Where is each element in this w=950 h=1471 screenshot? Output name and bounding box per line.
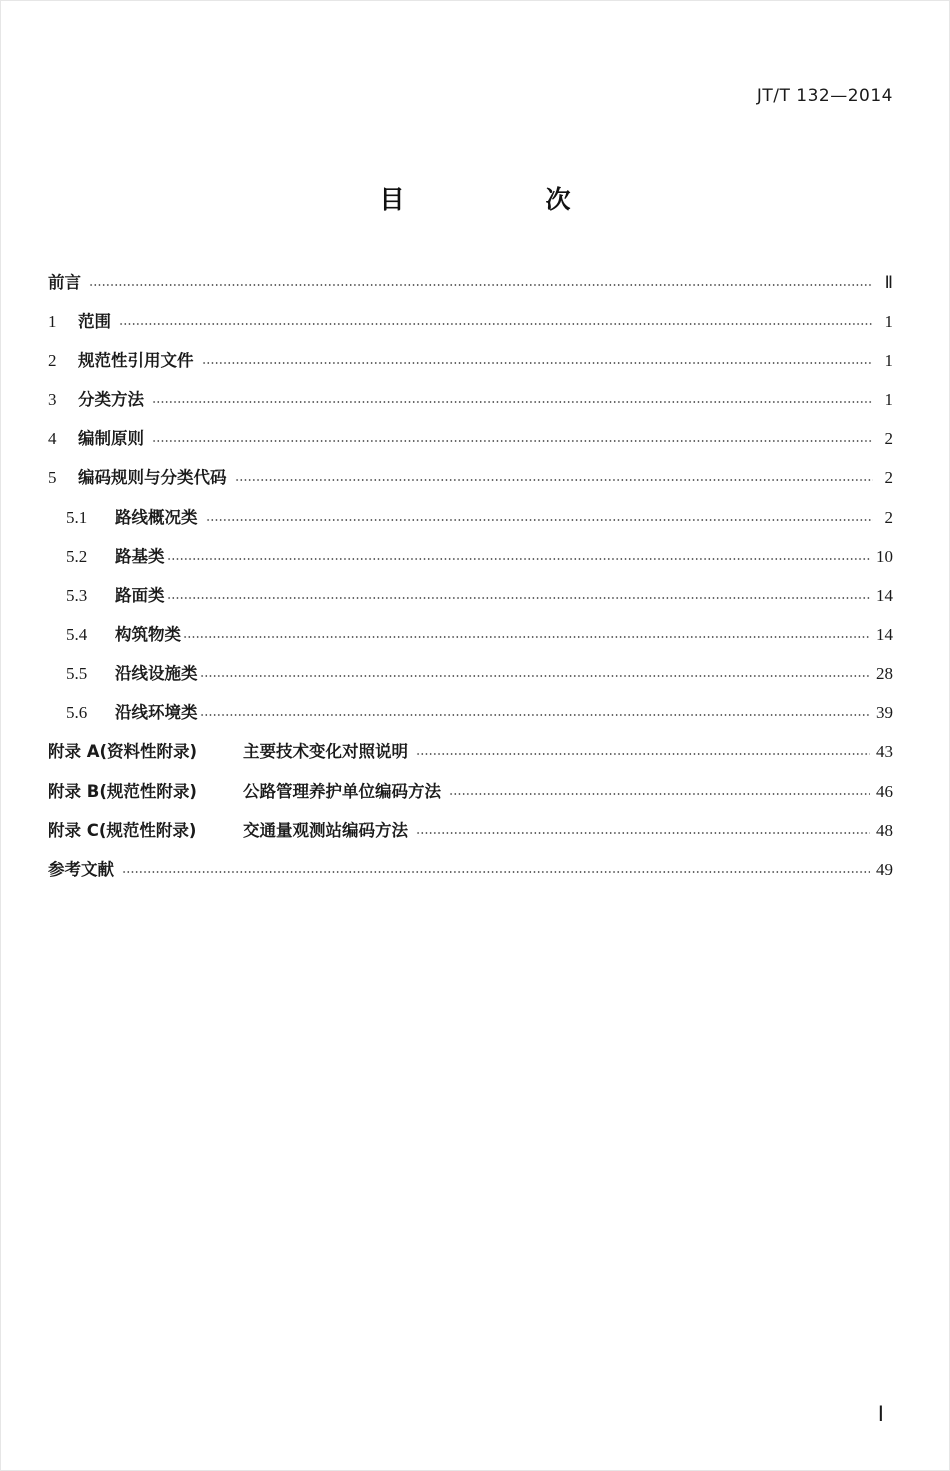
dot-leader <box>200 712 871 718</box>
toc-entry-structures[interactable] <box>66 622 893 648</box>
toc-entry-page: 46 <box>876 782 893 801</box>
toc-entry-coding-rules[interactable] <box>48 465 893 491</box>
toc-entry-appendix-b[interactable] <box>48 779 893 805</box>
dot-leader <box>202 360 874 366</box>
page-number: Ⅰ <box>877 1402 884 1426</box>
toc-entry-foreword[interactable] <box>48 270 893 296</box>
dot-leader <box>416 751 870 757</box>
toc-entry-appendix-prefix: 附录 C(规范性附录) <box>48 821 197 840</box>
dot-leader <box>152 438 873 444</box>
toc-entry-page: 14 <box>876 586 893 605</box>
toc-entry-number: 5.2 <box>66 547 88 566</box>
toc-entry-number: 1 <box>48 312 57 331</box>
toc-entry-number: 3 <box>48 390 57 409</box>
toc-entry-subgrade[interactable] <box>66 544 893 570</box>
toc-entry-page: 1 <box>884 390 893 409</box>
dot-leader <box>183 634 870 640</box>
toc-entry-appendix-prefix: 附录 A(资料性附录) <box>48 742 198 761</box>
toc-entry-label: 公路管理养护单位编码方法 <box>243 782 441 801</box>
toc-entry-label: 路面类 <box>115 586 165 605</box>
toc-entry-page: 2 <box>884 429 893 448</box>
toc-entry-number: 5 <box>48 468 57 487</box>
toc-entry-page: 14 <box>876 625 893 644</box>
toc-entry-appendix-c[interactable] <box>48 818 893 844</box>
toc-entry-label: 交通量观测站编码方法 <box>243 821 408 840</box>
toc-entry-label: 路线概况类 <box>115 508 198 527</box>
toc-entry-label: 路基类 <box>115 547 165 566</box>
toc-entry-number: 5.5 <box>66 664 88 683</box>
dot-leader <box>122 869 870 875</box>
toc-entry-page: 2 <box>884 468 893 487</box>
toc-entry-appendix-a[interactable] <box>48 739 893 765</box>
page-title: 目 次 <box>379 185 629 214</box>
toc-entry-page: 1 <box>884 312 893 331</box>
dot-leader <box>89 282 873 288</box>
dot-leader <box>167 556 871 562</box>
toc-entry-route-overview[interactable] <box>66 505 893 531</box>
toc-entry-page: Ⅱ <box>884 273 893 292</box>
toc-entry-page: 49 <box>876 860 893 879</box>
dot-leader <box>152 399 873 405</box>
toc-entry-scope[interactable] <box>48 309 893 335</box>
toc-entry-label: 分类方法 <box>78 390 144 409</box>
toc-entry-label: 主要技术变化对照说明 <box>243 742 408 761</box>
dot-leader <box>235 477 874 483</box>
toc-entry-page: 48 <box>876 821 893 840</box>
toc-entry-number: 5.4 <box>66 625 88 644</box>
dot-leader <box>119 321 873 327</box>
toc-entry-page: 1 <box>884 351 893 370</box>
toc-entry-appendix-prefix: 附录 B(规范性附录) <box>48 782 197 801</box>
dot-leader <box>416 830 870 836</box>
standard-code: JT/T 132—2014 <box>756 86 893 106</box>
toc-entry-page: 10 <box>876 547 893 566</box>
toc-entry-pavement[interactable] <box>66 583 893 609</box>
toc-entry-number: 5.6 <box>66 703 88 722</box>
toc-entry-number: 4 <box>48 429 57 448</box>
toc-entry-label: 范围 <box>78 312 111 331</box>
toc-entry-roadside-environment[interactable] <box>66 700 893 726</box>
toc-entry-label: 沿线环境类 <box>115 703 198 722</box>
toc-entry-page: 28 <box>876 664 893 683</box>
toc-entry-page: 39 <box>876 703 893 722</box>
toc-entry-page: 2 <box>884 508 893 527</box>
toc-entry-roadside-facilities[interactable] <box>66 661 893 687</box>
toc-entry-label: 前言 <box>48 273 81 292</box>
toc-entry-label: 参考文献 <box>48 860 114 879</box>
toc-entry-number: 2 <box>48 351 57 370</box>
toc-entry-label: 编制原则 <box>78 429 144 448</box>
toc-entry-label: 沿线设施类 <box>115 664 198 683</box>
toc-entry-classification-method[interactable] <box>48 387 893 413</box>
dot-leader <box>167 595 871 601</box>
toc-entry-label: 规范性引用文件 <box>78 351 194 370</box>
toc-entry-label: 编码规则与分类代码 <box>78 468 227 487</box>
toc-entry-number: 5.3 <box>66 586 88 605</box>
toc-entry-normative-references[interactable] <box>48 348 893 374</box>
toc-entry-label: 构筑物类 <box>115 625 181 644</box>
toc-entry-compilation-principles[interactable] <box>48 426 893 452</box>
dot-leader <box>206 517 874 523</box>
toc-entry-page: 43 <box>876 742 893 761</box>
toc-entry-number: 5.1 <box>66 508 88 527</box>
dot-leader <box>449 791 870 797</box>
toc-entry-bibliography[interactable] <box>48 857 893 883</box>
dot-leader <box>200 673 871 679</box>
